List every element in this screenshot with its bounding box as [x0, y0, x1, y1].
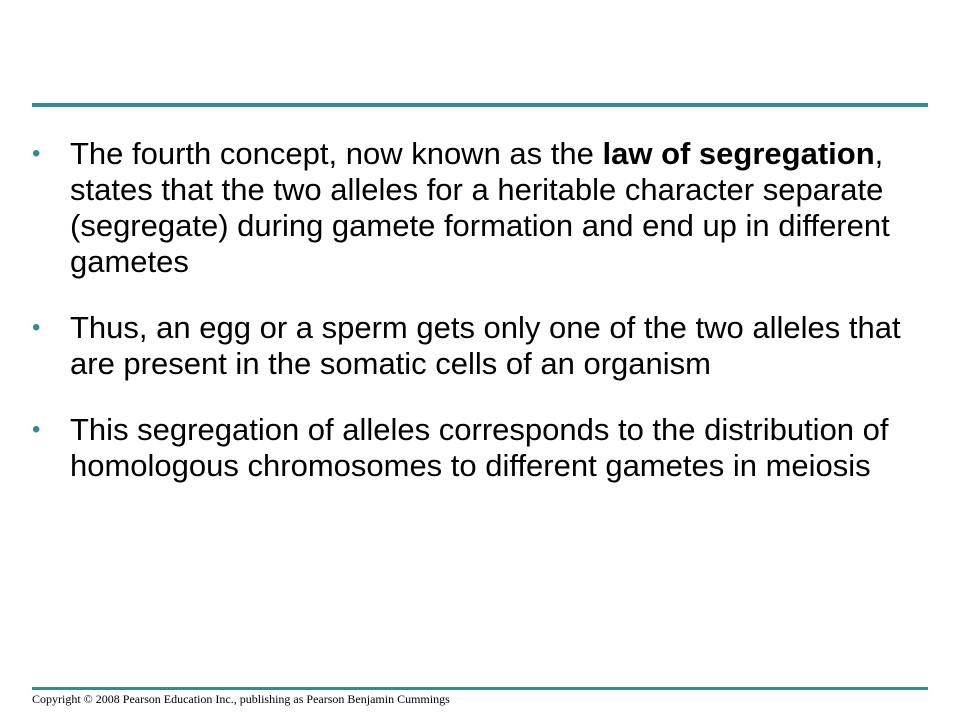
- bullet-list: [32, 136, 932, 514]
- bullet-item-law-of-segregation: [32, 136, 932, 280]
- top-divider: [32, 103, 928, 107]
- bullet-dot-icon: •: [32, 140, 41, 167]
- bottom-divider: [32, 687, 928, 690]
- bullet-text-part2: , states that the two alleles for a heritable character separate (segregate) during gamete formation and end up in different gametes: [70, 136, 890, 279]
- copyright-notice: Copyright © 2008 Pearson Education Inc., publishing as Pearson Benjamin Cummings: [32, 692, 450, 706]
- bullet-item-meiosis: [32, 412, 932, 484]
- bullet-dot-icon: •: [32, 314, 41, 341]
- bullet-text-part1: The fourth concept, now known as the: [70, 136, 603, 171]
- bullet-text: This segregation of alleles corresponds to the distribution of homologous chromosomes to different gametes in meiosis: [70, 412, 889, 483]
- bullet-text: Thus, an egg or a sperm gets only one of the two alleles that are present in the somatic cells of an organism: [70, 310, 901, 381]
- bullet-text-bold-term: law of segregation: [602, 136, 875, 171]
- bullet-dot-icon: •: [32, 416, 41, 443]
- bullet-item-egg-sperm: [32, 310, 932, 382]
